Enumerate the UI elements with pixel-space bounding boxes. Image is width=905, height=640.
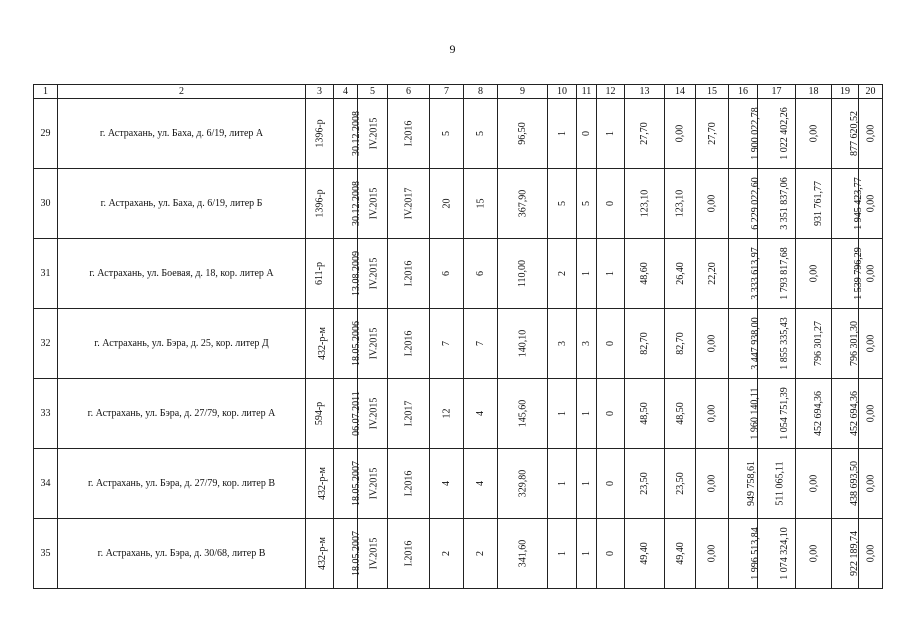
table-cell bbox=[358, 99, 388, 169]
table-cell bbox=[577, 309, 597, 379]
cell-value: 341,60 bbox=[517, 539, 528, 568]
table-cell bbox=[729, 99, 761, 169]
table-cell bbox=[306, 519, 334, 589]
cell-value: 0 bbox=[605, 201, 616, 206]
table-cell: 30 bbox=[34, 169, 58, 239]
column-number: 11 bbox=[577, 85, 597, 99]
table-cell bbox=[859, 99, 883, 169]
table-cell bbox=[548, 99, 577, 169]
table-cell bbox=[665, 379, 696, 449]
cell-value: 12 bbox=[441, 408, 452, 419]
table-cell bbox=[334, 309, 362, 379]
cell-value: 49,40 bbox=[674, 542, 686, 565]
cell-value: 2 bbox=[475, 551, 486, 556]
cell-value: IV.2017 bbox=[402, 187, 414, 220]
cell-value: 1 900 022,78 bbox=[749, 107, 761, 160]
table-cell bbox=[758, 379, 796, 449]
column-number: 3 bbox=[306, 85, 334, 99]
cell-value: 82,70 bbox=[639, 332, 650, 355]
cell-value: 0,00 bbox=[706, 194, 718, 213]
cell-value: 06.07.2011 bbox=[350, 391, 362, 436]
column-number: 16 bbox=[729, 85, 758, 99]
cell-value: I.2016 bbox=[403, 330, 414, 357]
table-cell bbox=[577, 519, 597, 589]
column-number: 17 bbox=[758, 85, 796, 99]
table-cell bbox=[577, 99, 597, 169]
cell-value: 30.12.2008 bbox=[351, 181, 362, 226]
cell-value: 432-р-м bbox=[317, 537, 328, 570]
cell-value: 0,00 bbox=[865, 124, 876, 143]
cell-value: 27,70 bbox=[706, 122, 718, 145]
table-cell bbox=[430, 169, 464, 239]
table-cell bbox=[306, 99, 334, 169]
table-cell bbox=[577, 379, 597, 449]
cell-value: 432-р-м bbox=[317, 327, 328, 360]
cell-value: I.2016 bbox=[403, 470, 414, 497]
cell-value: 123,10 bbox=[639, 189, 650, 218]
table-cell: г. Астрахань, ул. Бэра, д. 30/68, литер В bbox=[58, 519, 306, 589]
cell-value: 877 620,52 bbox=[849, 111, 860, 156]
table-cell bbox=[498, 309, 548, 379]
table-cell: г. Астрахань, ул. Баха, д. 6/19, литер Б bbox=[58, 169, 306, 239]
cell-value: 123,10 bbox=[674, 189, 686, 218]
cell-value: 18.05.2007 bbox=[351, 531, 362, 576]
cell-value: 26,40 bbox=[674, 262, 686, 285]
cell-value: 49,40 bbox=[639, 542, 650, 565]
cell-value: 2 bbox=[441, 551, 452, 556]
cell-value: 511 065,11 bbox=[774, 461, 786, 506]
cell-value: 18.05.2007 bbox=[351, 461, 362, 506]
cell-value: IV.2015 bbox=[368, 257, 380, 290]
table-row bbox=[34, 519, 883, 589]
table-cell bbox=[306, 309, 334, 379]
column-number: 6 bbox=[388, 85, 430, 99]
cell-value: 367,90 bbox=[517, 189, 528, 218]
table-cell bbox=[625, 449, 665, 519]
table-cell bbox=[625, 99, 665, 169]
table-cell bbox=[548, 169, 577, 239]
table-cell bbox=[430, 449, 464, 519]
table-cell bbox=[729, 309, 761, 379]
cell-value: 110,00 bbox=[516, 259, 528, 288]
cell-value: 145,60 bbox=[517, 399, 528, 428]
table-cell bbox=[548, 449, 577, 519]
table-cell bbox=[548, 519, 577, 589]
column-number: 8 bbox=[464, 85, 498, 99]
table-cell bbox=[832, 309, 859, 379]
table-cell bbox=[625, 379, 665, 449]
column-number: 12 bbox=[597, 85, 625, 99]
cell-value: 1 539 796,29 bbox=[852, 247, 864, 300]
cell-value: 3 447 938,00 bbox=[749, 317, 761, 370]
cell-value: 48,60 bbox=[639, 262, 650, 285]
cell-value: 594-р bbox=[314, 401, 325, 426]
table-cell bbox=[358, 239, 388, 309]
table-cell bbox=[388, 519, 430, 589]
table-cell bbox=[498, 169, 548, 239]
table-cell bbox=[729, 519, 761, 589]
table-cell bbox=[696, 449, 729, 519]
column-number: 2 bbox=[58, 85, 306, 99]
cell-value: 0,00 bbox=[706, 474, 718, 493]
table-cell bbox=[796, 519, 832, 589]
cell-value: 1 bbox=[581, 411, 592, 416]
cell-value: IV.2015 bbox=[368, 397, 380, 430]
table-cell: 32 bbox=[34, 309, 58, 379]
cell-value: 949 758,61 bbox=[746, 461, 757, 506]
cell-value: 0 bbox=[605, 481, 616, 486]
table-cell: г. Астрахань, ул. Баха, д. 6/19, литер А bbox=[58, 99, 306, 169]
table-cell bbox=[729, 169, 761, 239]
table-cell bbox=[597, 239, 625, 309]
table-cell bbox=[696, 169, 729, 239]
table-cell bbox=[334, 379, 362, 449]
column-number: 9 bbox=[498, 85, 548, 99]
table-cell bbox=[832, 239, 864, 309]
column-number: 14 bbox=[665, 85, 696, 99]
cell-value: 0,00 bbox=[808, 474, 819, 493]
table-cell bbox=[388, 309, 430, 379]
table-cell: г. Астрахань, ул. Боевая, д. 18, кор. литер А bbox=[58, 239, 306, 309]
table-cell bbox=[859, 449, 883, 519]
cell-value: IV.2015 bbox=[368, 187, 380, 220]
cell-value: 0 bbox=[605, 411, 616, 416]
table-cell bbox=[597, 99, 625, 169]
cell-value: 48,50 bbox=[639, 402, 650, 425]
table-cell: 31 bbox=[34, 239, 58, 309]
table-cell bbox=[832, 169, 864, 239]
page-number: 9 bbox=[449, 42, 456, 56]
table-cell bbox=[597, 309, 625, 379]
cell-value: 15 bbox=[475, 198, 486, 209]
cell-value: 1396-р bbox=[314, 189, 326, 218]
table-cell bbox=[464, 519, 498, 589]
table-cell bbox=[464, 309, 498, 379]
cell-value: 796 301,30 bbox=[849, 321, 860, 366]
column-number: 19 bbox=[832, 85, 859, 99]
cell-value: 3 351 837,06 bbox=[778, 177, 790, 230]
table-cell bbox=[665, 239, 696, 309]
cell-value: 6 bbox=[441, 271, 452, 276]
table-cell: г. Астрахань, ул. Бэра, д. 25, кор. литер Д bbox=[58, 309, 306, 379]
cell-value: 5 bbox=[581, 201, 592, 206]
cell-value: 1 793 817,68 bbox=[778, 247, 790, 300]
table-cell bbox=[334, 449, 362, 519]
cell-value: 0,00 bbox=[706, 544, 718, 563]
cell-value: 0 bbox=[605, 551, 616, 556]
table-cell bbox=[577, 449, 597, 519]
table-cell bbox=[625, 239, 665, 309]
table-cell bbox=[758, 169, 796, 239]
cell-value: 1 bbox=[605, 131, 616, 136]
column-number: 7 bbox=[430, 85, 464, 99]
table-cell bbox=[625, 519, 665, 589]
cell-value: 13.08.2009 bbox=[351, 251, 362, 296]
cell-value: 452 694,36 bbox=[813, 391, 824, 436]
cell-value: 1 074 324,10 bbox=[778, 527, 790, 580]
table-cell bbox=[729, 239, 761, 309]
table-cell bbox=[306, 449, 334, 519]
cell-value: I.2016 bbox=[403, 260, 414, 287]
table-cell: г. Астрахань, ул. Бэра, д. 27/79, кор. литер А bbox=[58, 379, 306, 449]
table-row bbox=[34, 379, 883, 449]
table-cell bbox=[358, 379, 388, 449]
cell-value: 1 960 140,11 bbox=[749, 387, 761, 440]
table-cell: 29 bbox=[34, 99, 58, 169]
housing-register-table bbox=[33, 84, 883, 589]
cell-value: 1 bbox=[581, 481, 592, 486]
table-cell bbox=[832, 99, 859, 169]
column-number: 13 bbox=[625, 85, 665, 99]
table-cell bbox=[464, 379, 498, 449]
table-cell bbox=[625, 169, 665, 239]
cell-value: 611-р bbox=[314, 262, 325, 285]
cell-value: 329,80 bbox=[517, 469, 528, 498]
table-cell bbox=[665, 99, 696, 169]
cell-value: 18.05.2006 bbox=[351, 321, 362, 366]
table-cell bbox=[665, 449, 696, 519]
table-cell bbox=[388, 99, 430, 169]
table-cell: 35 bbox=[34, 519, 58, 589]
cell-value: 5 bbox=[475, 131, 486, 136]
cell-value: IV.2015 bbox=[368, 327, 380, 360]
cell-value: 922 189,74 bbox=[849, 531, 860, 576]
table-cell bbox=[625, 309, 665, 379]
column-number-row bbox=[34, 85, 883, 99]
table-cell bbox=[358, 449, 388, 519]
table-cell bbox=[306, 169, 334, 239]
cell-value: 3 bbox=[581, 341, 592, 346]
table-cell bbox=[597, 449, 625, 519]
cell-value: I.2016 bbox=[403, 120, 414, 147]
table-cell bbox=[498, 239, 548, 309]
cell-value: 2 bbox=[556, 271, 568, 276]
table-row bbox=[34, 99, 883, 169]
table-cell bbox=[358, 309, 388, 379]
cell-value: 0,00 bbox=[865, 264, 876, 283]
cell-value: 1 855 335,43 bbox=[778, 317, 790, 370]
cell-value: 4 bbox=[441, 481, 452, 486]
cell-value: 140,10 bbox=[517, 329, 528, 358]
table-cell bbox=[498, 99, 548, 169]
table-cell bbox=[796, 99, 832, 169]
table-cell bbox=[597, 519, 625, 589]
table-cell bbox=[859, 309, 883, 379]
table-cell bbox=[758, 99, 796, 169]
table-cell bbox=[464, 99, 498, 169]
table-cell bbox=[796, 449, 832, 519]
cell-value: IV.2015 bbox=[368, 467, 380, 500]
cell-value: 6 229 022,60 bbox=[749, 177, 761, 230]
cell-value: 0,00 bbox=[865, 194, 876, 213]
cell-value: 4 bbox=[475, 411, 486, 416]
table-cell bbox=[758, 309, 796, 379]
cell-value: 0,00 bbox=[865, 544, 876, 563]
cell-value: 48,50 bbox=[674, 402, 686, 425]
cell-value: 1 bbox=[581, 271, 592, 276]
table-cell bbox=[430, 379, 464, 449]
cell-value: 23,50 bbox=[674, 472, 686, 495]
table-cell: г. Астрахань, ул. Бэра, д. 27/79, кор. литер В bbox=[58, 449, 306, 519]
cell-value: 438 693,50 bbox=[849, 461, 860, 506]
cell-value: 0,00 bbox=[706, 334, 718, 353]
table-cell bbox=[597, 169, 625, 239]
table-cell bbox=[334, 169, 362, 239]
table-cell bbox=[306, 379, 334, 449]
table-cell bbox=[696, 99, 729, 169]
cell-value: 0,00 bbox=[808, 124, 819, 143]
table-cell bbox=[832, 379, 859, 449]
table-cell bbox=[577, 169, 597, 239]
table-cell bbox=[388, 239, 430, 309]
table-cell bbox=[334, 99, 362, 169]
table-cell bbox=[430, 239, 464, 309]
table-cell bbox=[388, 449, 430, 519]
cell-value: 0,00 bbox=[865, 404, 876, 423]
cell-value: 1396-р bbox=[314, 119, 326, 148]
cell-value: 452 694,36 bbox=[849, 391, 860, 436]
table-cell bbox=[548, 379, 577, 449]
cell-value: 0,00 bbox=[808, 544, 819, 563]
table-cell bbox=[696, 379, 729, 449]
cell-value: 1 bbox=[556, 411, 568, 416]
cell-value: 1 bbox=[556, 131, 568, 136]
table-cell: 34 bbox=[34, 449, 58, 519]
table-cell bbox=[665, 169, 696, 239]
cell-value: 6 bbox=[475, 271, 486, 276]
cell-value: 3 bbox=[556, 341, 568, 346]
table-cell bbox=[464, 239, 498, 309]
table-cell bbox=[729, 449, 758, 519]
cell-value: 96,50 bbox=[517, 122, 528, 145]
table-cell bbox=[832, 519, 859, 589]
table-cell bbox=[597, 379, 625, 449]
table-cell bbox=[498, 449, 548, 519]
table-row bbox=[34, 169, 883, 239]
table-cell bbox=[388, 169, 430, 239]
cell-value: 30.12.2008 bbox=[351, 111, 362, 156]
cell-value: IV.2015 bbox=[368, 537, 380, 570]
cell-value: 432-р-м bbox=[317, 467, 328, 500]
table-cell bbox=[796, 169, 832, 239]
cell-value: 0 bbox=[581, 131, 592, 136]
table-cell bbox=[758, 449, 796, 519]
cell-value: I.2017 bbox=[403, 400, 414, 427]
column-number: 20 bbox=[859, 85, 883, 99]
cell-value: 1 bbox=[605, 271, 616, 276]
table-cell bbox=[430, 519, 464, 589]
cell-value: 0,00 bbox=[808, 264, 819, 283]
table-cell bbox=[859, 519, 883, 589]
cell-value: IV.2015 bbox=[368, 117, 380, 150]
table-cell bbox=[796, 239, 832, 309]
column-number: 5 bbox=[358, 85, 388, 99]
table-cell bbox=[498, 379, 548, 449]
table-cell bbox=[388, 379, 430, 449]
cell-value: 796 301,27 bbox=[813, 321, 824, 366]
table-cell bbox=[696, 239, 729, 309]
table-cell bbox=[430, 99, 464, 169]
cell-value: 0,00 bbox=[865, 334, 876, 353]
table-cell bbox=[430, 309, 464, 379]
table-cell bbox=[306, 239, 334, 309]
cell-value: 1 bbox=[556, 481, 568, 486]
cell-value: 7 bbox=[441, 341, 452, 346]
cell-value: 1 945 423,77 bbox=[852, 177, 864, 230]
table-cell bbox=[548, 309, 577, 379]
cell-value: 0,00 bbox=[706, 404, 718, 423]
table-cell bbox=[548, 239, 577, 309]
table-cell: 33 bbox=[34, 379, 58, 449]
cell-value: 0,00 bbox=[674, 124, 686, 143]
cell-value: 82,70 bbox=[674, 332, 686, 355]
cell-value: 1 022 402,26 bbox=[778, 107, 790, 160]
cell-value: 1 bbox=[556, 551, 568, 556]
table-cell bbox=[665, 519, 696, 589]
cell-value: 1 996 513,84 bbox=[749, 527, 761, 580]
table-cell bbox=[358, 519, 388, 589]
column-number: 18 bbox=[796, 85, 832, 99]
cell-value: 0,00 bbox=[865, 474, 876, 493]
table-cell bbox=[358, 169, 388, 239]
table-cell bbox=[334, 519, 362, 589]
cell-value: 3 333 613,97 bbox=[749, 247, 761, 300]
column-number: 4 bbox=[334, 85, 358, 99]
table-cell bbox=[696, 309, 729, 379]
cell-value: 23,50 bbox=[639, 472, 650, 495]
table-cell bbox=[832, 449, 859, 519]
table-cell bbox=[498, 519, 548, 589]
cell-value: 4 bbox=[475, 481, 486, 486]
column-number: 15 bbox=[696, 85, 729, 99]
table-cell bbox=[796, 309, 832, 379]
column-number: 1 bbox=[34, 85, 58, 99]
cell-value: 22,20 bbox=[706, 262, 718, 285]
cell-value: 27,70 bbox=[639, 122, 650, 145]
cell-value: I.2016 bbox=[403, 540, 414, 567]
table-row bbox=[34, 239, 883, 309]
table-cell bbox=[696, 519, 729, 589]
cell-value: 931 761,77 bbox=[813, 181, 824, 226]
table-cell bbox=[729, 379, 761, 449]
cell-value: 1 bbox=[581, 551, 592, 556]
column-number: 10 bbox=[548, 85, 577, 99]
table-cell bbox=[665, 309, 696, 379]
cell-value: 5 bbox=[441, 131, 452, 136]
table-cell bbox=[758, 519, 796, 589]
table-row bbox=[34, 309, 883, 379]
cell-value: 1 054 751,39 bbox=[778, 387, 790, 440]
cell-value: 0 bbox=[605, 341, 616, 346]
table-cell bbox=[577, 239, 597, 309]
cell-value: 5 bbox=[556, 201, 568, 206]
table-cell bbox=[758, 239, 796, 309]
cell-value: 20 bbox=[441, 198, 452, 209]
table-cell bbox=[464, 169, 498, 239]
cell-value: 7 bbox=[475, 341, 486, 346]
table-row bbox=[34, 449, 883, 519]
table-cell bbox=[796, 379, 832, 449]
table-cell bbox=[464, 449, 498, 519]
table-cell bbox=[859, 379, 883, 449]
table-cell bbox=[334, 239, 362, 309]
